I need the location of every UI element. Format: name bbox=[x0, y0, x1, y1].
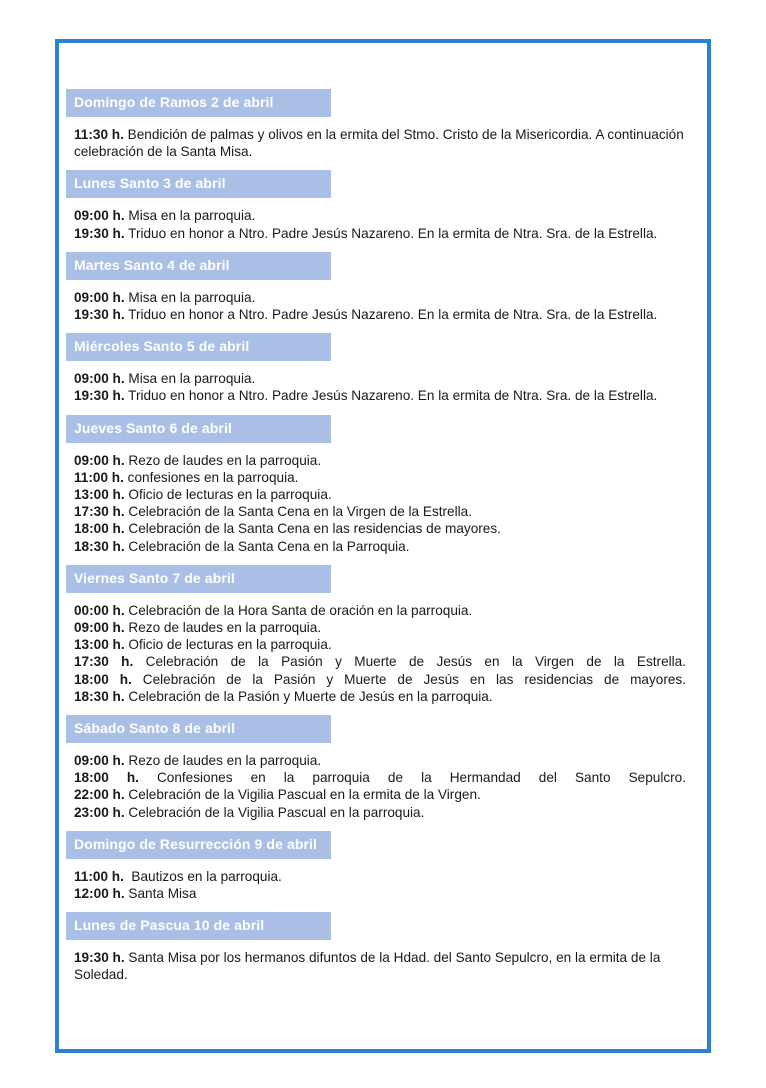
event-description: Celebración de la Santa Cena en la Virgen de la Estrella. bbox=[124, 504, 472, 520]
event-item bbox=[74, 636, 686, 653]
event-time: 11:00 h. bbox=[74, 469, 124, 485]
event-description: Misa en la parroquia. bbox=[124, 208, 256, 224]
event-description: Celebración de la Santa Cena en las residencias de mayores. bbox=[124, 521, 501, 537]
event-description: Misa en la parroquia. bbox=[124, 371, 256, 387]
event-description: Misa en la parroquia. bbox=[124, 289, 256, 305]
event-time: 17:30 h. bbox=[74, 654, 134, 670]
event-time: 18:30 h. bbox=[74, 538, 125, 554]
event-description: Triduo en honor a Ntro. Padre Jesús Nazareno. En la ermita de Ntra. Sra. de la Estrella. bbox=[124, 307, 658, 323]
event-item bbox=[74, 538, 686, 555]
event-time: 09:00 h. bbox=[74, 753, 125, 769]
event-item bbox=[74, 619, 686, 636]
day-section bbox=[74, 831, 686, 902]
day-header: Jueves Santo 6 de abril bbox=[66, 415, 331, 443]
event-time: 18:00 h. bbox=[74, 770, 139, 786]
event-item bbox=[74, 786, 686, 803]
event-description: Celebración de la Pasión y Muerte de Jesús en la Virgen de la Estrella. bbox=[133, 654, 687, 670]
event-time: 11:00 h. bbox=[74, 868, 124, 884]
event-item bbox=[74, 469, 686, 486]
event-description: Rezo de laudes en la parroquia. bbox=[124, 620, 322, 636]
event-time: 22:00 h. bbox=[74, 787, 125, 803]
event-item bbox=[74, 949, 686, 983]
event-time: 13:00 h. bbox=[74, 487, 125, 503]
event-item bbox=[74, 486, 686, 503]
event-list bbox=[74, 602, 686, 705]
event-description: Celebración de la Pasión y Muerte de Jesús en las residencias de mayores. bbox=[131, 671, 687, 687]
event-item bbox=[74, 804, 686, 821]
event-time: 09:00 h. bbox=[74, 208, 125, 224]
event-time: 19:30 h. bbox=[74, 950, 125, 966]
event-time: 19:30 h. bbox=[74, 388, 125, 404]
event-description: Celebración de la Vigilia Pascual en la parroquia. bbox=[124, 804, 425, 820]
day-section bbox=[74, 415, 686, 555]
event-item bbox=[74, 289, 686, 306]
day-section bbox=[74, 715, 686, 821]
event-time: 09:00 h. bbox=[74, 452, 125, 468]
day-header: Domingo de Resurrección 9 de abril bbox=[66, 831, 331, 859]
event-description: Triduo en honor a Ntro. Padre Jesús Nazareno. En la ermita de Ntra. Sra. de la Estrella. bbox=[124, 225, 658, 241]
event-time: 18:00 h. bbox=[74, 521, 125, 537]
day-section bbox=[74, 565, 686, 705]
event-item bbox=[74, 225, 686, 242]
day-section bbox=[74, 333, 686, 404]
event-item bbox=[74, 126, 686, 160]
day-header: Domingo de Ramos 2 de abril bbox=[66, 89, 331, 117]
event-item bbox=[74, 602, 686, 619]
day-header: Martes Santo 4 de abril bbox=[66, 252, 331, 280]
event-time: 19:30 h. bbox=[74, 225, 125, 241]
event-description: Celebración de la Hora Santa de oración en la parroquia. bbox=[124, 602, 473, 618]
event-description: Celebración de la Pasión y Muerte de Jesús en la parroquia. bbox=[124, 688, 493, 704]
day-header: Lunes de Pascua 10 de abril bbox=[66, 912, 331, 940]
event-item bbox=[74, 688, 686, 705]
event-list bbox=[74, 752, 686, 821]
event-description: Santa Misa bbox=[124, 886, 197, 902]
event-time: 13:00 h. bbox=[74, 637, 125, 653]
event-item bbox=[74, 370, 686, 387]
event-time: 18:00 h. bbox=[74, 671, 132, 687]
event-list bbox=[74, 452, 686, 555]
event-list bbox=[74, 949, 686, 983]
event-description: Rezo de laudes en la parroquia. bbox=[124, 753, 322, 769]
day-header: Viernes Santo 7 de abril bbox=[66, 565, 331, 593]
event-list bbox=[74, 370, 686, 404]
event-item bbox=[74, 653, 686, 670]
event-time: 23:00 h. bbox=[74, 804, 125, 820]
event-item bbox=[74, 452, 686, 469]
event-description: Oficio de lecturas en la parroquia. bbox=[124, 487, 332, 503]
schedule bbox=[74, 89, 686, 994]
event-time: 18:30 h. bbox=[74, 688, 125, 704]
day-header: Lunes Santo 3 de abril bbox=[66, 170, 331, 198]
event-description: Celebración de la Santa Cena en la Parroquia. bbox=[124, 538, 410, 554]
day-section bbox=[74, 912, 686, 983]
event-time: 12:00 h. bbox=[74, 886, 125, 902]
event-description: Santa Misa por los hermanos difuntos de la Hdad. del Santo Sepulcro, en la ermita de la Soledad. bbox=[74, 950, 665, 983]
event-time: 17:30 h. bbox=[74, 504, 125, 520]
event-time: 09:00 h. bbox=[74, 289, 125, 305]
event-description: Oficio de lecturas en la parroquia. bbox=[124, 637, 332, 653]
event-time: 09:00 h. bbox=[74, 371, 125, 387]
event-item bbox=[74, 503, 686, 520]
event-item bbox=[74, 387, 686, 404]
event-item bbox=[74, 671, 686, 688]
event-time: 19:30 h. bbox=[74, 307, 125, 323]
event-description: Bendición de palmas y olivos en la ermita del Stmo. Cristo de la Misericordia. A continuación celebración de la Santa Misa. bbox=[74, 127, 688, 160]
event-item bbox=[74, 207, 686, 224]
event-description: Rezo de laudes en la parroquia. bbox=[124, 452, 322, 468]
event-list bbox=[74, 289, 686, 323]
event-description: Confesiones en la parroquia de la Hermandad del Santo Sepulcro. bbox=[138, 770, 686, 786]
day-header: Miércoles Santo 5 de abril bbox=[66, 333, 331, 361]
day-header: Sábado Santo 8 de abril bbox=[66, 715, 331, 743]
event-description: Bautizos en la parroquia. bbox=[123, 868, 282, 884]
event-description: Celebración de la Vigilia Pascual en la ermita de la Virgen. bbox=[124, 787, 481, 803]
event-time: 11:30 h. bbox=[74, 127, 124, 142]
day-section bbox=[74, 89, 686, 160]
event-time: 09:00 h. bbox=[74, 620, 125, 636]
event-list bbox=[74, 207, 686, 241]
event-item bbox=[74, 868, 686, 885]
day-section bbox=[74, 252, 686, 323]
event-item bbox=[74, 752, 686, 769]
event-description: Triduo en honor a Ntro. Padre Jesús Nazareno. En la ermita de Ntra. Sra. de la Estrella. bbox=[124, 388, 658, 404]
event-item bbox=[74, 306, 686, 323]
event-item bbox=[74, 769, 686, 786]
day-section bbox=[74, 170, 686, 241]
event-time: 00:00 h. bbox=[74, 602, 125, 618]
event-description: confesiones en la parroquia. bbox=[123, 469, 299, 485]
event-item bbox=[74, 885, 686, 902]
event-list bbox=[74, 868, 686, 902]
event-item bbox=[74, 520, 686, 537]
event-list bbox=[74, 126, 686, 160]
